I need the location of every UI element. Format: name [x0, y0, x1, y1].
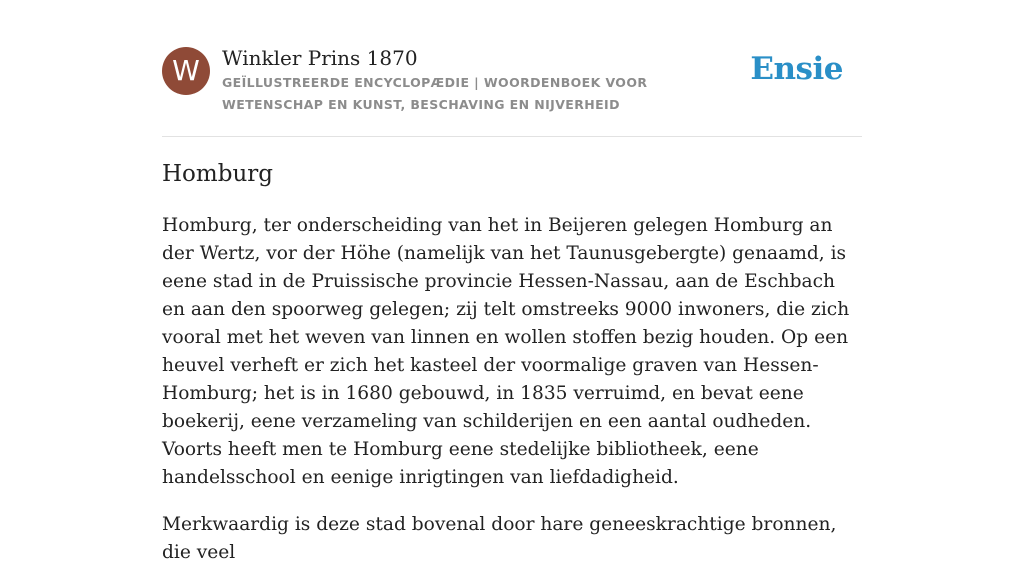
- article-paragraph: Merkwaardig is deze stad bovenal door hare geneeskrachtige bronnen, die veel: [162, 514, 837, 563]
- article-body: [162, 212, 862, 586]
- source-avatar: W: [162, 47, 210, 95]
- source-header: [162, 44, 862, 137]
- brand-logo-link[interactable]: Ensie: [750, 51, 843, 87]
- article-title: Homburg: [162, 161, 273, 187]
- source-subtitle: GEÏLLUSTREERDE ENCYCLOPÆDIE | WOORDENBOEK VOOR WETENSCHAP EN KUNST, BESCHAVING EN NIJVERHEID: [222, 75, 648, 112]
- article-paragraph: Homburg, ter onderscheiding van het in Beijeren gelegen Homburg an der Wertz, vor der Höhe (namelijk van het Taunusgebergte) genaamd, is eene stad in de Pruissische provincie Hessen-Nassau, aan de Eschbach en aan den spoorweg gelegen; zij telt omstreeks 9000 inwoners, die zich vooral met het weven van linnen en wollen stoffen bezig houden. Op een heuvel verheft er zich het kasteel der voormalige graven van Hessen-Homburg; het is in 1680 gebouwd, in 1835 verruimd, en bevat eene boekerij, eene verzameling van schilderijen en een aantal oudheden. Voorts heeft men te Homburg eene stedelijke bibliotheek, eene handelsschool en eenige inrigtingen van liefdadigheid.: [162, 215, 850, 488]
- source-title[interactable]: Winkler Prins 1870: [222, 46, 418, 70]
